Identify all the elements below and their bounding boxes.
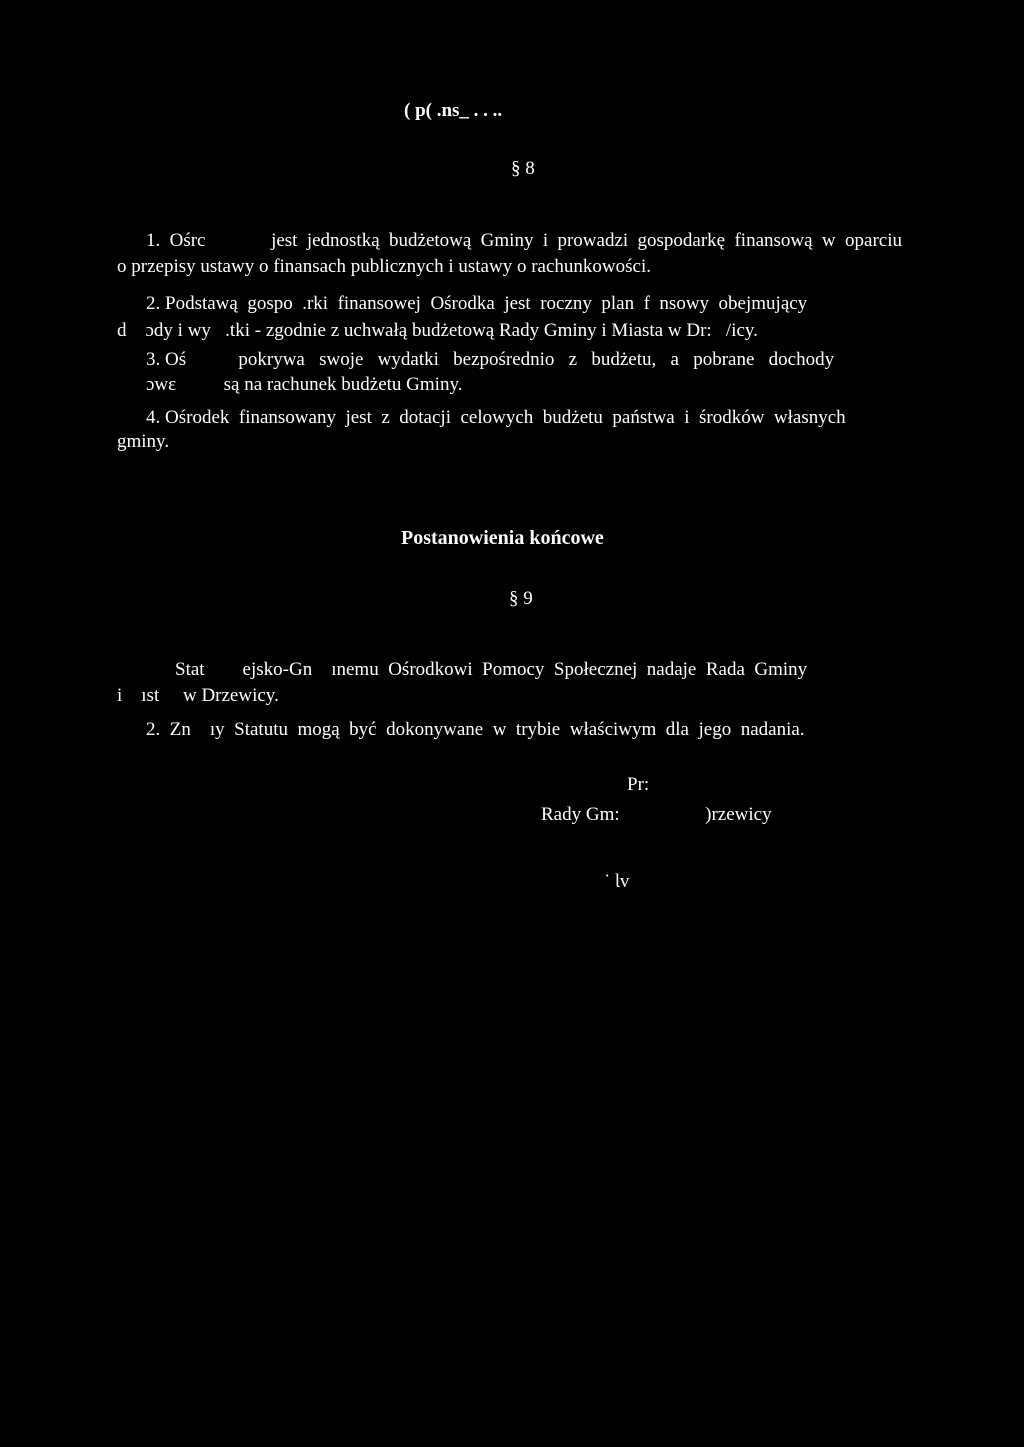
- paragraph-8-2-line1: 2. Podstawą gospo .rki finansowej Ośrodka jest roczny plan f nsowy obejmujący: [146, 293, 808, 314]
- section-mark-9: § 9: [509, 588, 533, 609]
- paragraph-9-1-line1: Stat ejsko-Gn ınemu Ośrodkowi Pomocy Społecznej nadaje Rada Gminy: [175, 659, 808, 680]
- signature-line-1: Pr:: [627, 774, 650, 795]
- paragraph-8-4-line1: 4. Ośrodek finansowany jest z dotacji celowych budżetu państwa i środków własnych: [146, 407, 846, 428]
- paragraph-8-1-line2: o przepisy ustawy o finansach publicznych i ustawy o rachunkowości.: [117, 256, 651, 277]
- paragraph-9-2: 2. Zn ıy Statutu mogą być dokonywane w trybie właściwym dla jego nadania.: [146, 719, 805, 740]
- paragraph-8-4-line2: gminy.: [117, 431, 170, 452]
- paragraph-9-1-line2: i ıst w Drzewicy.: [117, 685, 279, 706]
- paragraph-8-3-line2: ɔwε są na rachunek budżetu Gminy.: [146, 374, 463, 395]
- paragraph-8-3-line1: 3. Oś pokrywa swoje wydatki bezpośrednio z budżetu, a pobrane dochody: [146, 349, 835, 370]
- paragraph-8-1-line1: 1. Ośrc jest jednostką budżetową Gminy i prowadzi gospodarkę finansową w oparciu: [146, 230, 902, 251]
- section-mark-8: § 8: [511, 158, 535, 179]
- signature-line-2: Rady Gm: )rzewicy: [541, 804, 772, 825]
- section-heading-top: ( p( .ns_ . . ..: [404, 100, 503, 121]
- paragraph-8-2-line2: d ɔdy i wy .tki - zgodnie z uchwałą budżetową Rady Gminy i Miasta w Dr: /icy.: [117, 320, 758, 341]
- signature-line-3: ˙ Ɩv: [604, 871, 630, 892]
- closing-provisions-heading: Postanowienia końcowe: [401, 527, 604, 549]
